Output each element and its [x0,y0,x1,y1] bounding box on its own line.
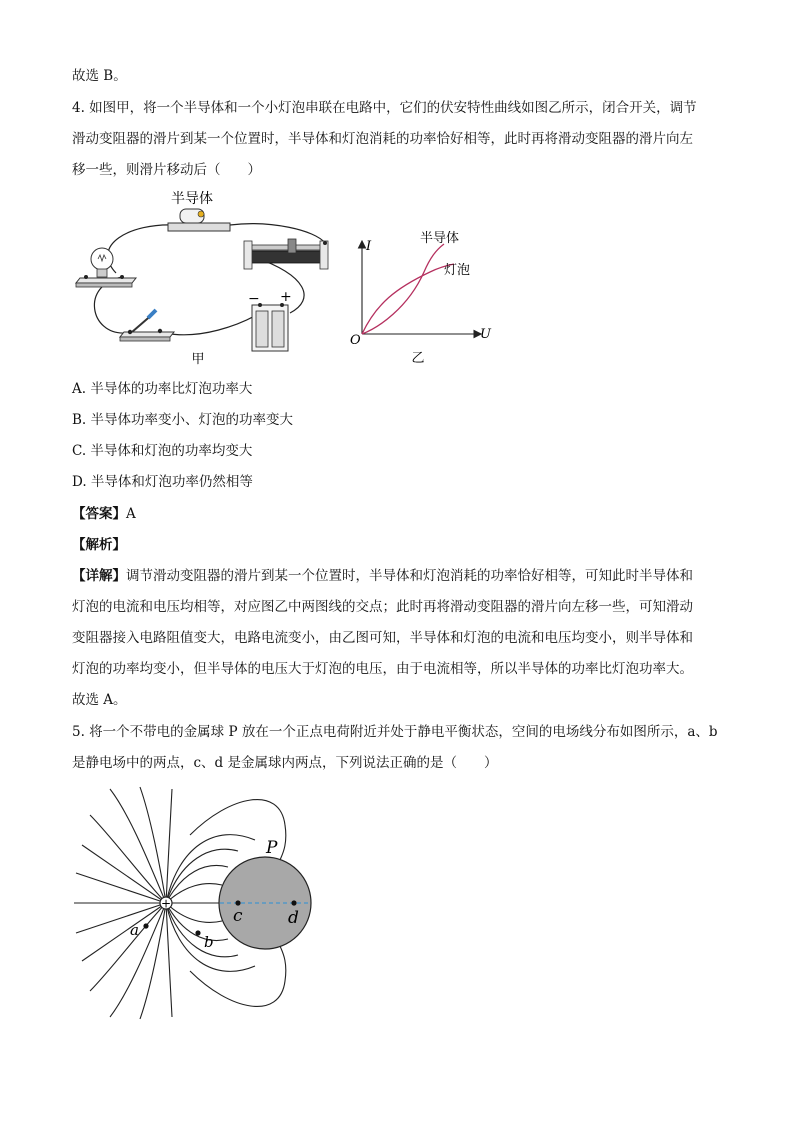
previous-conclusion: 故选 B。 [72,68,127,84]
battery-minus-sign: − [248,291,260,307]
detail-line-3: 变阻器接入电路阻值变大，电路电流变小，由乙图可知，半导体和灯泡的电流和电压均变小，则半导体和 [72,630,693,646]
battery-plus-sign: + [280,289,292,305]
sphere-label-p: P [266,838,278,858]
semiconductor-curve [362,244,444,334]
q4-option-a: A. 半导体的功率比灯泡功率大 [72,381,253,397]
answer-value: A [126,506,136,522]
q4-option-d: D. 半导体和灯泡功率仍然相等 [72,474,253,490]
semiconductor-component [168,190,230,231]
detail-tag: 【详解】 [72,568,126,584]
answer-tag: 【答案】 [72,506,126,522]
bulb-curve-label: 灯泡 [444,263,471,278]
q4-conclusion: 故选 A。 [72,692,127,708]
figure-jia-circuit [70,185,340,370]
figure-jia-caption: 甲 [191,352,205,367]
q4-stem-line-2: 滑动变阻器的滑片到某一个位置时，半导体和灯泡消耗的功率恰好相等，此时再将滑动变阻器的滑片向左 [72,131,693,147]
figure-yi-iv-curves [348,228,498,370]
semiconductor-curve-label: 半导体 [420,231,460,246]
q4-answer-line [72,504,136,524]
figure-field-lines [70,785,330,1025]
figure-yi-caption: 乙 [411,351,425,366]
q4-option-c: C. 半导体和灯泡的功率均变大 [72,443,253,459]
u-axis-label: U [480,327,491,342]
analysis-tag: 【解析】 [72,537,126,553]
bulb-component [76,248,136,287]
label-d: d [288,908,299,928]
point-d [291,900,296,905]
rheostat-component [244,239,328,269]
point-b [195,930,200,935]
q4-stem-line-1: 4. 如图甲，将一个半导体和一个小灯泡串联在电路中，它们的伏安特性曲线如图乙所示，闭合开关，调节 [72,100,697,116]
detail-line-1: 【详解】调节滑动变阻器的滑片到某一个位置时，半导体和灯泡消耗的功率恰好相等，可知此时半导体和 [72,568,693,584]
q5-stem-line-2: 是静电场中的两点，c、d 是金属球内两点，下列说法正确的是（ ） [72,755,498,771]
label-c: c [233,906,243,926]
q5-stem-line-1: 5. 将一个不带电的金属球 P 放在一个正点电荷附近并处于静电平衡状态，空间的电场线分布如图所示，a、b [72,724,718,740]
switch-component [120,310,174,341]
label-a: a [130,921,139,939]
origin-label: O [350,333,361,348]
q4-stem-line-3: 移一些，则滑片移动后（ ） [72,162,261,178]
point-a [143,923,148,928]
detail-line-2: 灯泡的电流和电压均相等，对应图乙中两图线的交点；此时再将滑动变阻器的滑片向左移一些，可知滑动 [72,599,693,615]
i-axis-label: I [366,239,372,254]
label-b: b [204,933,214,951]
charge-symbol: + [160,896,172,911]
semiconductor-label: 半导体 [171,191,213,207]
point-c [235,900,240,905]
q4-option-b: B. 半导体功率变小、灯泡的功率变大 [72,412,294,428]
battery-component [248,289,292,351]
detail-line-4: 灯泡的功率均变小，但半导体的电压大于灯泡的电压，由于电流相等，所以半导体的功率比灯泡功率大。 [72,661,693,677]
